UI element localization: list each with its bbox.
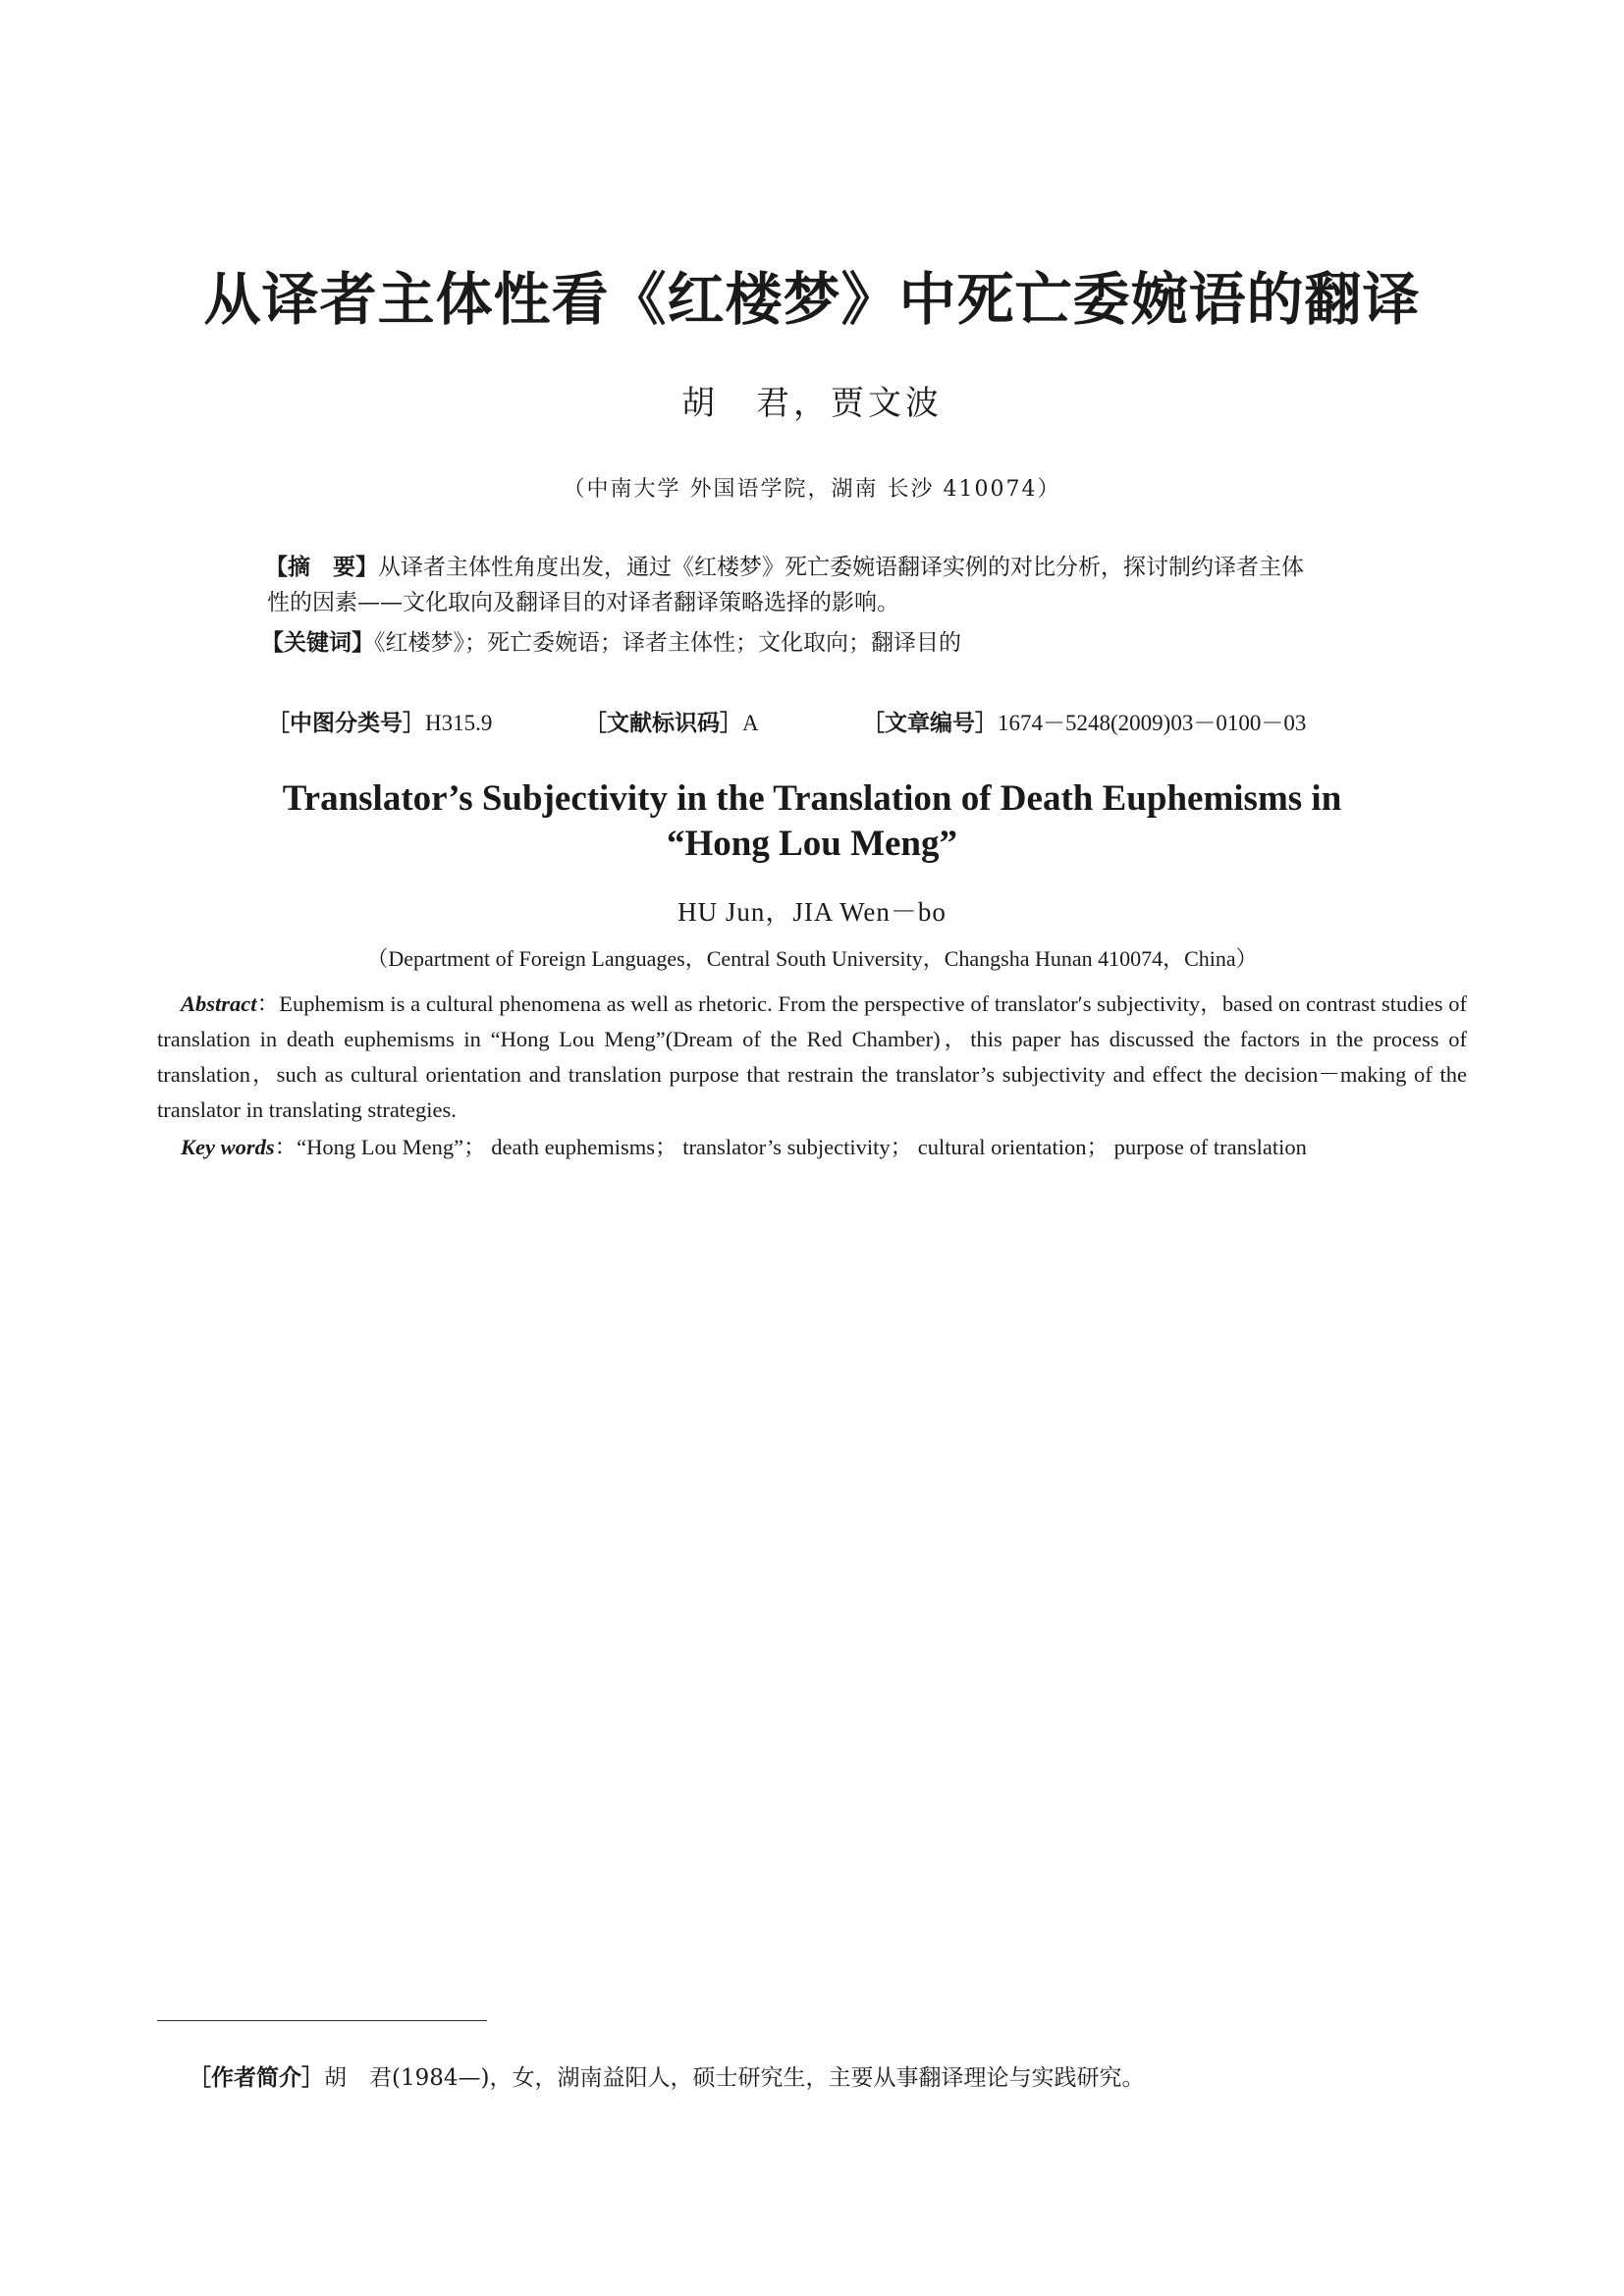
document-code-value: A	[742, 711, 759, 735]
affiliation-chinese: （中南大学 外国语学院，湖南 长沙 410074）	[563, 477, 1061, 502]
paper-title-chinese: 从译者主体性看《红楼梦》中死亡委婉语的翻译	[203, 266, 1421, 333]
footnote-text: 胡 君(1984—)，女，湖南益阳人，硕士研究生，主要从事翻译理论与实践研究。	[324, 2065, 1145, 2091]
authors-chinese: 胡 君，贾文波	[681, 384, 943, 423]
clc-number	[267, 705, 492, 737]
keywords-text-english: “Hong Lou Meng”； death euphemisms； translator’s subjectivity； cultural orientation； purpose of translation	[297, 1135, 1307, 1159]
abstract-text-chinese-2: 性的因素——文化取向及翻译目的对译者翻译策略选择的影响。	[267, 590, 899, 615]
document-code-label: ［文献标识码］	[584, 710, 742, 736]
paper-title-english	[0, 776, 1624, 867]
keywords-text-chinese: 《红楼梦》；死亡委婉语；译者主体性；文化取向；翻译目的	[374, 630, 961, 656]
article-number-value: 1674－5248(2009)03－0100－03	[998, 711, 1307, 735]
abstract-label-english: Abstract	[181, 991, 257, 1016]
abstract-english	[157, 987, 1467, 1128]
author-footnote	[189, 2059, 1144, 2092]
title-english-line1: Translator’s Subjectivity in the Translation of Death Euphemisms in	[282, 778, 1342, 819]
abstract-text-english: Euphemism is a cultural phenomena as well as rhetoric. From the perspective of translator′s subjectivity，based on contrast studies of translation in death euphemisms in “Hong Lou Meng”(Dream of the Red Chamber)，this paper has discussed the factors in the process of translation，such as cultural orientation and translation purpose that restrain the translator’s subjectivity and effect the decision－making of the translator in translating strategies.	[157, 991, 1467, 1122]
article-number-label: ［文章编号］	[862, 710, 998, 736]
document-code	[584, 705, 759, 737]
article-number	[862, 705, 1306, 737]
affiliation-english: （Department of Foreign Languages，Central South University，Changsha Hunan 410074，China）	[366, 946, 1258, 971]
clc-label: ［中图分类号］	[267, 710, 425, 736]
authors-english: HU Jun，JIA Wen－bo	[677, 897, 947, 927]
keywords-label-chinese: 【关键词】	[261, 629, 374, 656]
keywords-english	[181, 1130, 1477, 1165]
keywords-separator: ：	[274, 1135, 298, 1159]
title-english-line2: “Hong Lou Meng”	[666, 824, 958, 864]
clc-value: H315.9	[425, 711, 493, 735]
footnote-divider	[157, 2020, 487, 2021]
abstract-label-chinese: 【摘 要】	[265, 554, 378, 580]
footnote-label: ［作者简介］	[189, 2064, 324, 2091]
abstract-chinese	[265, 550, 1404, 620]
keywords-label-english: Key words	[181, 1135, 275, 1159]
abstract-separator: ：	[256, 991, 280, 1016]
abstract-text-chinese-1: 从译者主体性角度出发，通过《红楼梦》死亡委婉语翻译实例的对比分析，探讨制约译者主体	[378, 555, 1304, 580]
keywords-chinese	[261, 625, 1400, 661]
abstract-chinese-line1	[265, 550, 1404, 585]
